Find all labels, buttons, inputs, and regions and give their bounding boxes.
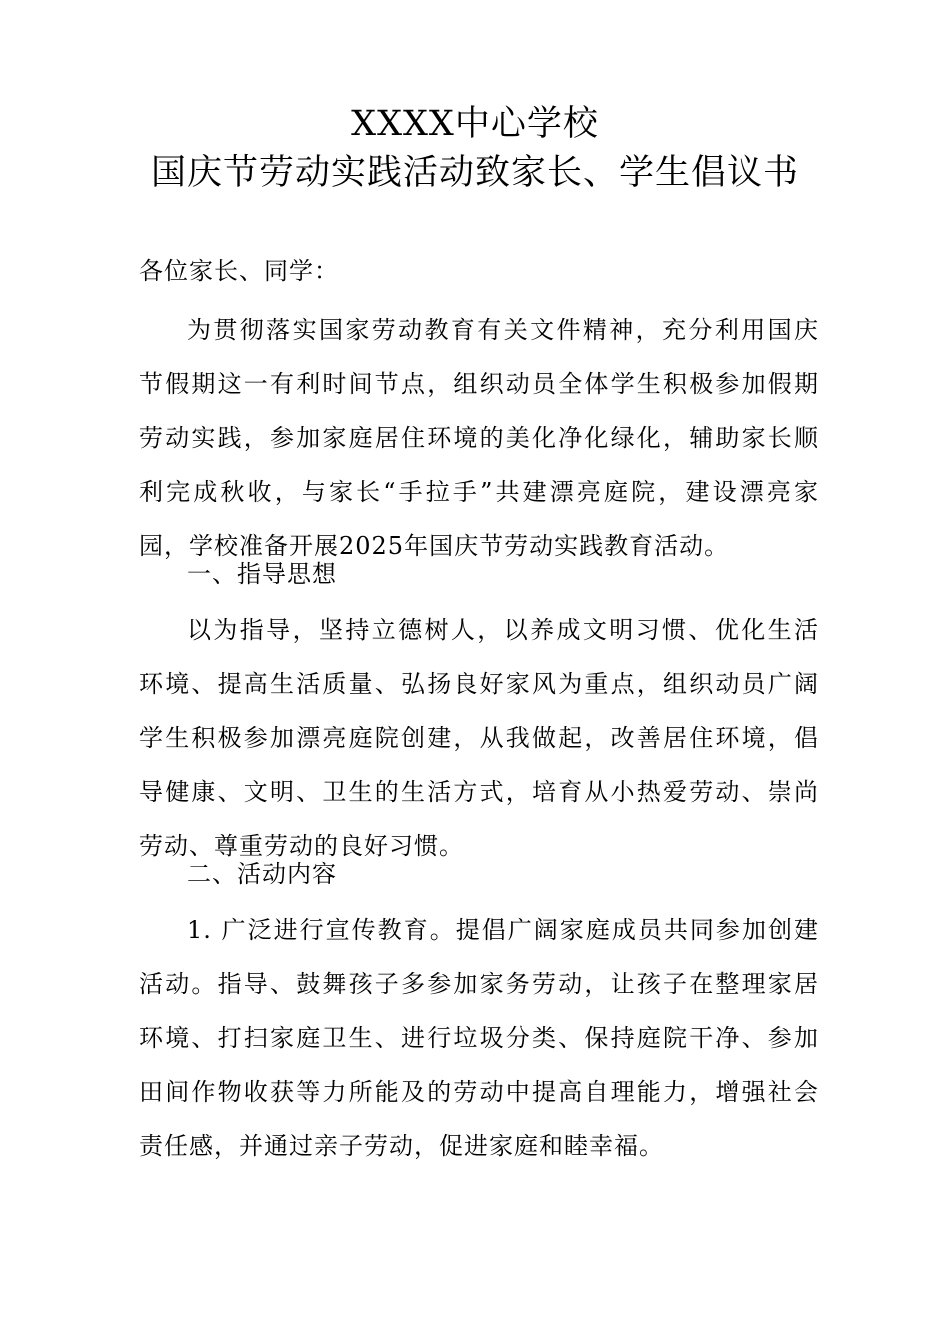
section-heading-guiding-ideology: 一、指导思想 [187,560,337,588]
guiding-ideology-paragraph: 以为指导，坚持立德树人，以养成文明习惯、优化生活 环境、提高生活质量、弘扬良好家风为重点，组织动员广阔 学生积极参加漂亮庭院创建，从我做起，改善居住环境，倡 导健康、文明、卫生的生活方式，培育从小热爱劳动、崇尚 劳动、尊重劳动的良好习惯。 [139,616,819,860]
section-heading-activity-content: 二、活动内容 [187,860,337,888]
activity-item-1-paragraph: 1. 广泛进行宣传教育。提倡广阔家庭成员共同参加创建 活动。指导、鼓舞孩子多参加家务劳动，让孩子在整理家居 环境、打扫家庭卫生、进行垃圾分类、保持庭院干净、参加 田间作物收获等力所能及的劳动中提高自理能力，增强社会 责任感，并通过亲子劳动，促进家庭和睦幸福。 [139,916,819,1160]
salutation: 各位家长、同学： [139,257,339,285]
document-title-main: 国庆节劳动实践活动致家长、学生倡议书 [150,153,799,193]
intro-paragraph: 为贯彻落实国家劳动教育有关文件精神，充分利用国庆 节假期这一有利时间节点，组织动员全体学生积极参加假期 劳动实践，参加家庭居住环境的美化净化绿化，辅助家长顺 利完成秋收，与家长“手拉手”共建漂亮庭院，建设漂亮家 园，学校准备开展2025年国庆节劳动实践教育活动。 [139,316,819,560]
document-title-school: XXXX中心学校 [351,104,599,144]
